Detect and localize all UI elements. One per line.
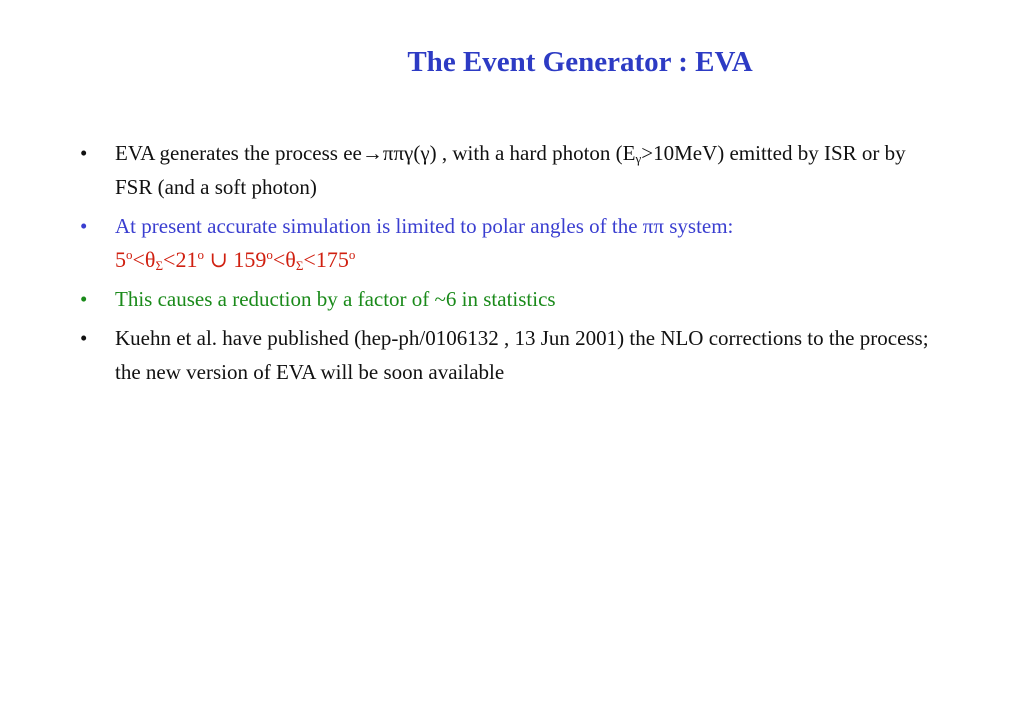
bullet-item-4	[80, 321, 940, 389]
formula-part: ∪ 159	[203, 247, 267, 272]
formula-part: <175	[303, 247, 349, 272]
formula-part: 5	[115, 247, 126, 272]
bullet-2-text: At present accurate simulation is limited to polar angles of the ππ system:	[115, 214, 734, 238]
slide-title: The Event Generator : EVA	[407, 46, 753, 78]
bullet-item-1	[80, 136, 940, 204]
formula-part: <θ	[272, 247, 296, 272]
bullet-dot: •	[80, 141, 88, 165]
bullet-1-text-part2: >10MeV) emitted by ISR or by FSR (and a soft photon)	[115, 141, 906, 199]
bullet-item-3	[80, 282, 940, 316]
bullet-dot: •	[80, 287, 88, 311]
formula-part: <21	[163, 247, 198, 272]
bullet-item-2	[80, 209, 940, 277]
formula-part: <θ	[132, 247, 156, 272]
formula-sup: o	[266, 247, 273, 262]
bullet-dot: •	[80, 214, 88, 238]
bullet-dot: •	[80, 326, 88, 350]
formula-sup: o	[197, 247, 204, 262]
formula-sub: Σ	[155, 258, 164, 273]
formula-sup: o	[348, 247, 356, 262]
formula-sub: Σ	[295, 258, 304, 273]
bullet-1-text-part1: EVA generates the process ee→ππγ(γ) , with a hard photon (E	[115, 141, 636, 165]
formula-sup: o	[126, 247, 133, 262]
bullet-3-text: This causes a reduction by a factor of ~6 in statistics	[115, 287, 556, 311]
angle-formula	[115, 243, 940, 277]
bullet-1-subscript: γ	[635, 151, 642, 166]
bullet-4-text: Kuehn et al. have published (hep-ph/0106132 , 13 Jun 2001) the NLO corrections to the process; the new version of EVA will be soon available	[115, 326, 929, 384]
bullet-list	[80, 136, 940, 394]
